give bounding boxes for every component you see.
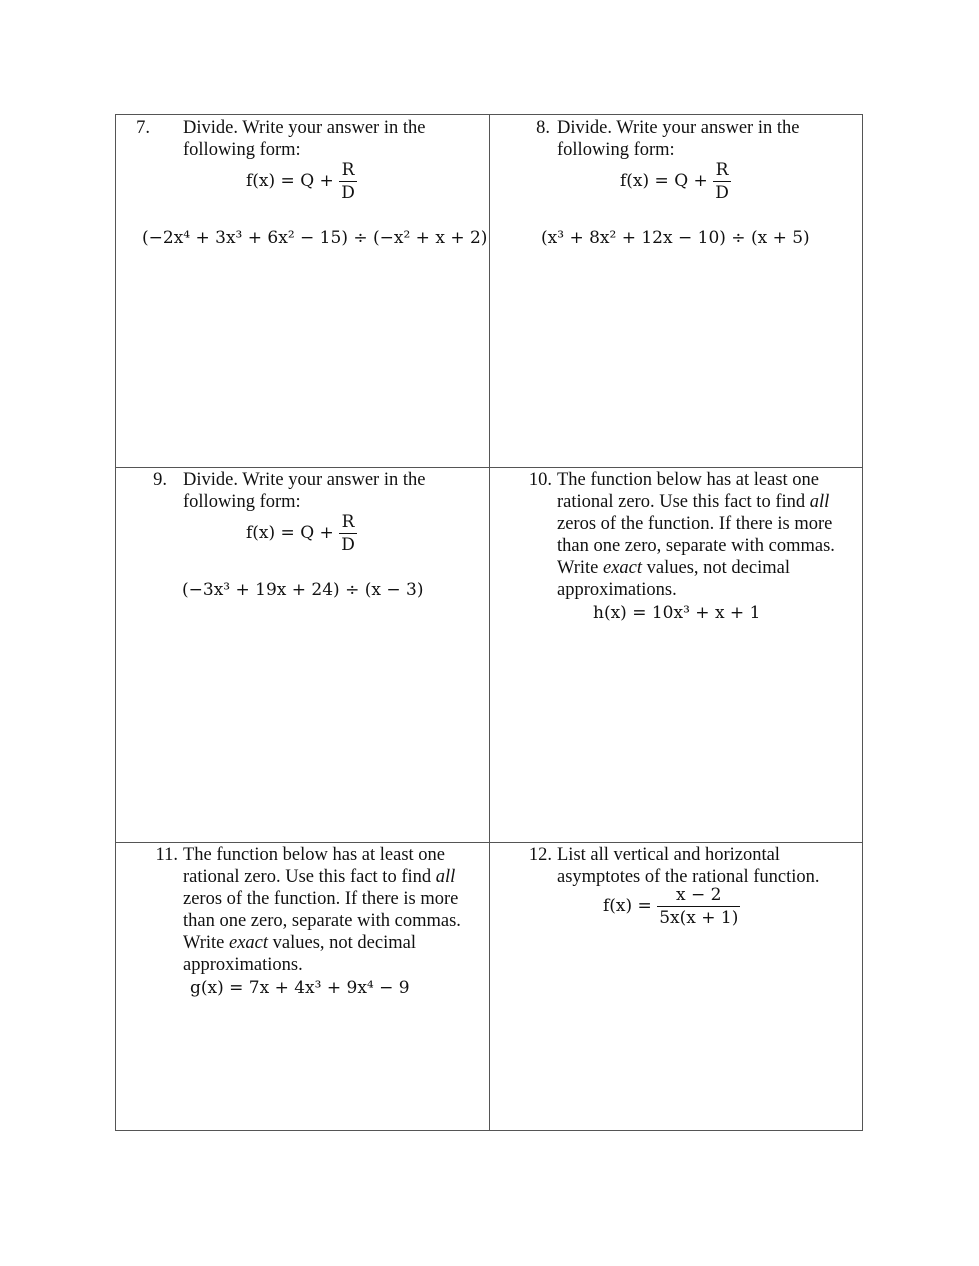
fraction-numerator: x − 2 xyxy=(657,884,740,907)
fraction-numerator: R xyxy=(339,511,357,534)
division-expression: (−2x⁴ + 3x³ + 6x² − 15) ÷ (−x² + x + 2) xyxy=(142,228,488,248)
problem-10 xyxy=(490,469,863,841)
fraction-denominator: D xyxy=(715,183,729,203)
answer-form-formula xyxy=(620,159,731,204)
fraction-numerator: R xyxy=(713,159,731,182)
function-definition: h(x) = 10x³ + x + 1 xyxy=(593,603,761,623)
instruction-line: approximations. xyxy=(183,955,303,975)
formula-lhs: f(x) = Q + xyxy=(620,171,708,191)
problem-instructions xyxy=(557,469,835,601)
formula-lhs: f(x) = Q + xyxy=(246,523,334,543)
division-expression: (−3x³ + 19x + 24) ÷ (x − 3) xyxy=(182,580,424,600)
instruction-line: approximations. xyxy=(557,580,677,600)
instruction-line: List all vertical and horizontal xyxy=(557,845,780,865)
division-expression: (x³ + 8x² + 12x − 10) ÷ (x + 5) xyxy=(541,228,810,248)
problem-instructions xyxy=(557,844,820,888)
instruction-line: than one zero, separate with commas. xyxy=(183,911,461,931)
instruction-line: asymptotes of the rational function. xyxy=(557,867,820,887)
problem-number: 9. xyxy=(153,470,167,490)
problem-7 xyxy=(116,117,489,467)
instruction-line xyxy=(183,866,461,888)
instruction-emphasis: exact xyxy=(603,558,643,578)
instruction-line: zeros of the function. If there is more xyxy=(183,889,459,909)
fraction xyxy=(657,884,740,929)
fraction xyxy=(339,159,357,204)
instruction-line: The function below has at least one xyxy=(183,845,445,865)
instruction-emphasis: exact xyxy=(229,933,269,953)
fraction-denominator: D xyxy=(341,183,355,203)
problem-8 xyxy=(490,117,863,467)
fraction xyxy=(713,159,731,204)
problem-instructions xyxy=(183,469,425,513)
problem-instructions xyxy=(557,117,799,161)
instruction-line: zeros of the function. If there is more xyxy=(557,514,833,534)
answer-form-formula xyxy=(246,511,357,556)
instruction-line: following form: xyxy=(183,140,301,160)
instruction-line: Divide. Write your answer in the xyxy=(183,118,426,138)
rational-function xyxy=(603,884,740,929)
problem-number: 11. xyxy=(155,845,178,865)
instruction-line xyxy=(557,557,835,579)
fraction xyxy=(339,511,357,556)
problem-grid xyxy=(115,114,863,1131)
fraction-denominator: D xyxy=(341,535,355,555)
instruction-line xyxy=(183,932,461,954)
instruction-text: rational zero. Use this fact to find xyxy=(557,492,810,512)
instruction-line: Divide. Write your answer in the xyxy=(557,118,800,138)
instruction-text: rational zero. Use this fact to find xyxy=(183,867,436,887)
instruction-line: following form: xyxy=(183,492,301,512)
instruction-text: Write xyxy=(183,933,229,953)
problem-number: 7. xyxy=(136,118,150,138)
instruction-text: values, not decimal xyxy=(268,933,416,953)
problem-instructions xyxy=(183,117,425,161)
problem-number: 10. xyxy=(528,470,552,490)
row-divider-2 xyxy=(116,842,862,843)
instruction-text: values, not decimal xyxy=(642,558,790,578)
fraction-denominator: 5x(x + 1) xyxy=(659,908,739,928)
function-lhs: f(x) = xyxy=(603,896,652,916)
formula-lhs: f(x) = Q + xyxy=(246,171,334,191)
row-divider-1 xyxy=(116,467,862,468)
problem-12 xyxy=(490,844,863,1130)
instruction-line xyxy=(557,491,835,513)
instruction-line: The function below has at least one xyxy=(557,470,819,490)
instruction-line: than one zero, separate with commas. xyxy=(557,536,835,556)
problem-9 xyxy=(116,469,489,841)
answer-form-formula xyxy=(246,159,357,204)
instruction-line: Divide. Write your answer in the xyxy=(183,470,426,490)
problem-11 xyxy=(116,844,489,1130)
instruction-text: Write xyxy=(557,558,603,578)
problem-number: 12. xyxy=(528,845,552,865)
instruction-line: following form: xyxy=(557,140,675,160)
problem-instructions xyxy=(183,844,461,976)
instruction-emphasis: all xyxy=(809,492,830,512)
fraction-numerator: R xyxy=(339,159,357,182)
problem-number: 8. xyxy=(536,118,550,138)
function-definition: g(x) = 7x + 4x³ + 9x⁴ − 9 xyxy=(190,978,410,998)
instruction-emphasis: all xyxy=(435,867,456,887)
